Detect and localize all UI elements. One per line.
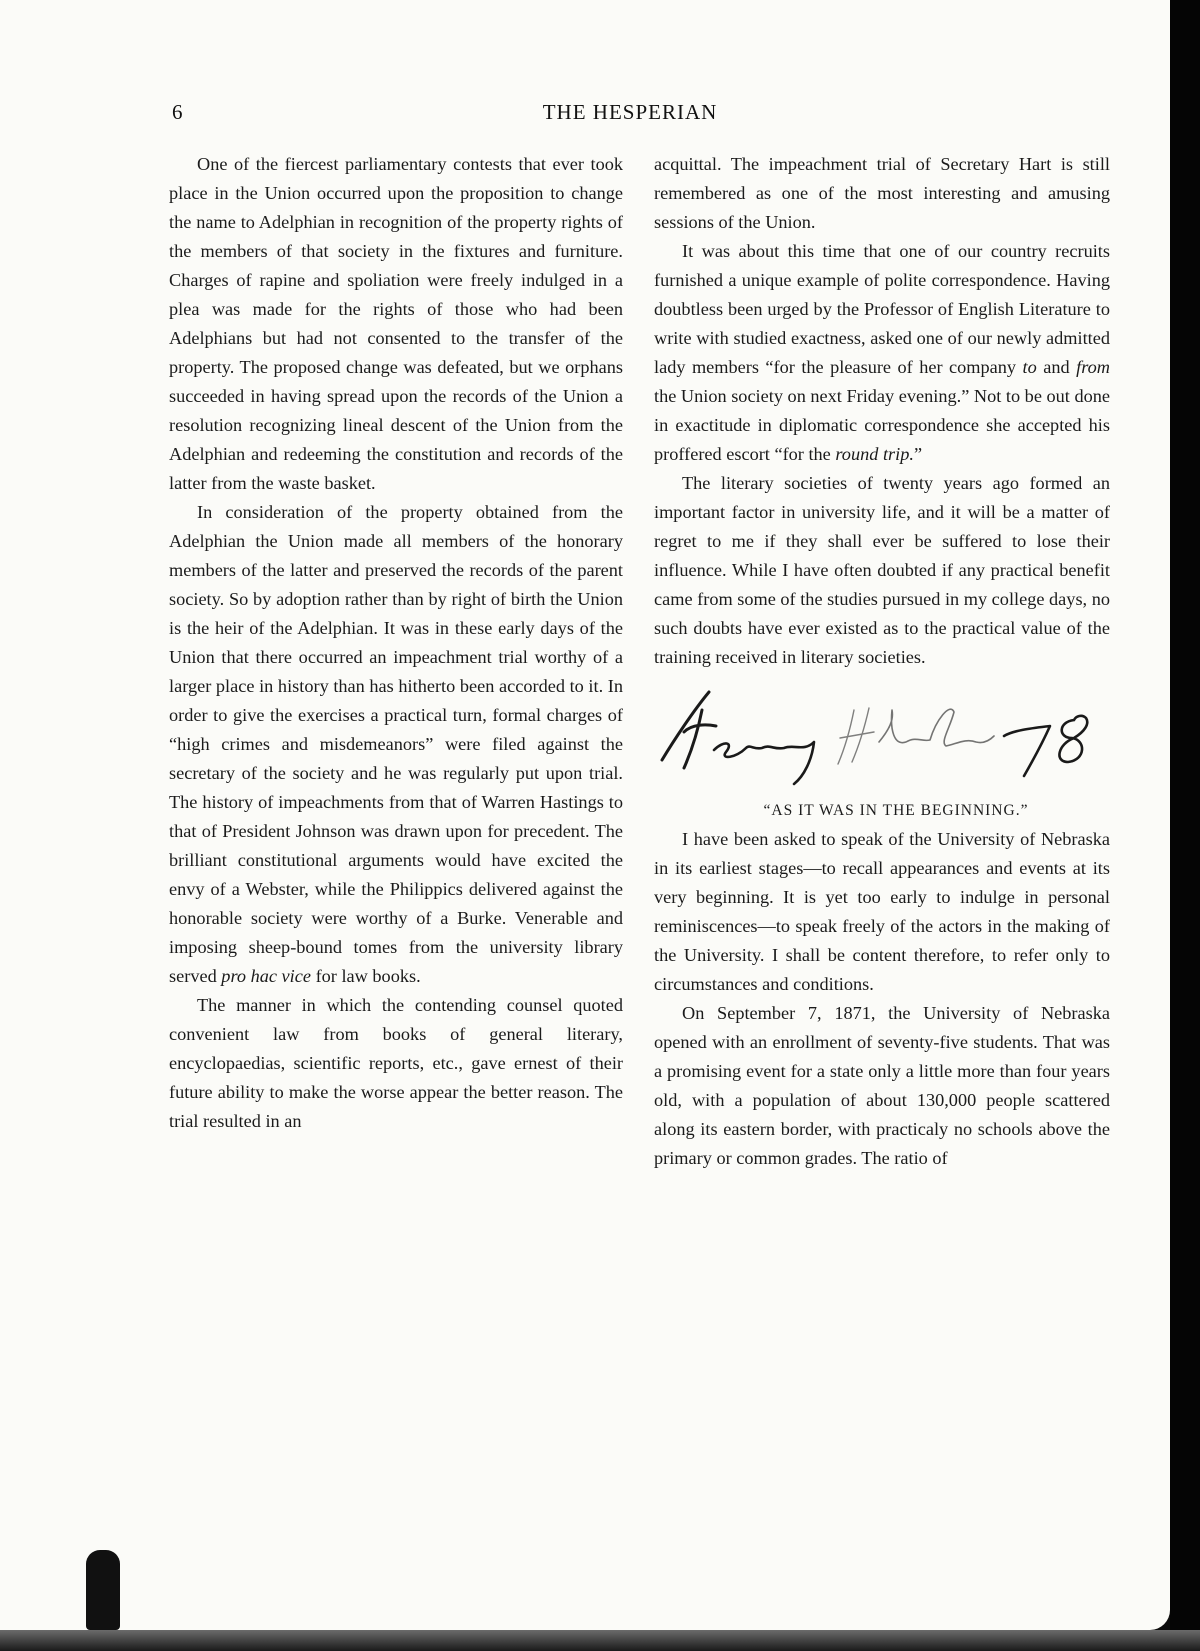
page-header — [0, 100, 1170, 130]
handwritten-signature — [654, 680, 1110, 790]
latin-phrase: pro hac vice — [221, 966, 311, 986]
signature-image — [654, 680, 1110, 790]
italic-phrase: round trip. — [835, 444, 914, 464]
right-column — [654, 150, 1110, 1173]
scan-border-right — [1170, 0, 1200, 1651]
italic-word: to — [1022, 357, 1037, 377]
page-number: 6 — [172, 100, 183, 124]
paragraph-text: ” — [913, 444, 923, 464]
paragraph-counsel: The manner in which the contending counsel quoted convenient law from books of general literary, encyclopaedias, scientific reports, etc., gave ernest of their future ability to make the worse appear the better reason. The trial resulted in an — [169, 995, 623, 1131]
left-column — [169, 150, 623, 1136]
paragraph-union-contest: One of the fiercest parliamentary contests that ever took place in the Union occurred upon the proposition to change the name to Adelphian in recognition of the property rights of the members of that society in the fixtures and furniture. Charges of rapine and spoliation were freely indulged in a plea was made for the rights of those who had been Adelphians but had not consented to the transfer of the property. The proposed change was defeated, but we orphans succeeded in having spread upon the records of the Union a resolution recognizing lineal descent of the Union from the Adelphian and redeeming the constitution and records of the latter from the waste basket. — [169, 154, 623, 493]
paragraph-text: In consideration of the property obtained from the Adelphian the Union made all members of the honorary members of the latter and preserved the records of the parent society. So by adoption rather than by right of birth the Union is the heir of the Adelphian. It was in these early days of the Union that there occurred an impeachment trial worthy of a larger place in history than has hitherto been accorded to it. In order to give the exercises a practical turn, formal charges of “high crimes and misdemeanors” were filed against the secretary of the society and he was regularly put upon trial. The history of impeachments from that of Warren Hastings to that of President Johnson was drawn upon for precedent. The brilliant constitutional arguments would have excited the envy of a Webster, while the Philippics delivered against the honorable society were worthy of a Burke. Venerable and imposing sheep-bound tomes from the university library served — [169, 502, 623, 986]
paragraph-literary-societies: The literary societies of twenty years ago formed an important factor in university life, and it will be a matter of regret to me if they shall ever be suffered to lose their influence. While I have often doubted if any practical benefit came from some of the studies pursued in my college days, no such doubts have ever existed as to the practical value of the training received in literary societies. — [654, 473, 1110, 667]
paragraph-text: the Union society on next Friday evening.” Not to be out done in exactitude in diplomatic correspondence she accepted his proffered escort “for the — [654, 386, 1110, 464]
paragraph-impeachment — [169, 498, 623, 991]
scan-border-bottom — [0, 1630, 1200, 1651]
italic-word: from — [1076, 357, 1111, 377]
paragraph-correspondence — [654, 237, 1110, 469]
paragraph-text: and — [1043, 357, 1070, 377]
scanner-thumb-shadow — [86, 1550, 120, 1630]
section-heading: “AS IT WAS IN THE BEGINNING.” — [763, 802, 1029, 819]
paragraph-text: It was about this time that one of our country recruits furnished a unique example of polite correspondence. Having doubtless been urged by the Professor of English Literature to write with studied exactness, asked one of our newly admitted lady members “for the pleasure of her company — [654, 241, 1110, 377]
paragraph-university-intro: I have been asked to speak of the University of Nebraska in its earliest stages—to recall appearances and events at its very beginning. It is yet too early to indulge in personal reminiscences—to speak freely of the actors in the making of the University. I shall be content therefore, to refer only to circumstances and conditions. — [654, 829, 1110, 994]
paragraph-text: for law books. — [315, 966, 421, 986]
paragraph-acquittal: acquittal. The impeachment trial of Secretary Hart is still remembered as one of the most interesting and amusing sessions of the Union. — [654, 154, 1110, 232]
paragraph-university-opening: On September 7, 1871, the University of Nebraska opened with an enrollment of seventy-five students. That was a promising event for a state only a little more than four years old, with a population of about 130,000 people scattered along its eastern border, with practicaly no schools above the primary or common grades. The ratio of — [654, 1003, 1110, 1168]
journal-title: THE HESPERIAN — [542, 100, 718, 124]
